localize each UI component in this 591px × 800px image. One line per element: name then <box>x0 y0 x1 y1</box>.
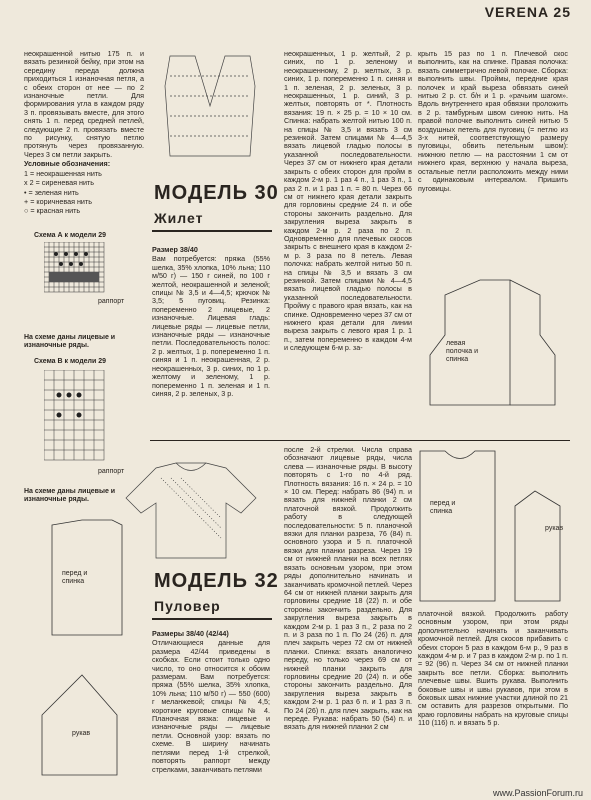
schematic-label-4: рукав <box>545 525 564 532</box>
scheme-b-grid <box>44 370 124 466</box>
model-30-col4: крыть 15 раз по 1 п. Плечевой скос выполнить, как на спинке. Правая полочка: вязать симметрично левой полочке. Сборка: выполнить швы. Проймы, передние края полочек и край выреза обвязать синей нитью 2 р. ст. б/н и 1 р. «рачьим шагом». Вдоль внутреннего края обвязки проложить в 2 р. тамбурным швом синюю нить. На правой полочке выполнить синей нитью 5 воздушных петель для пуговиц (= петлю из 3-х нитей, соответствующую размеру пуговицы, обвить петельным швом): нижнюю петлю — на расстоянии 1 см от нижнего края, верхнюю у начала выреза, остальные петли расположить между ними с одинаковым интервалом. Пришить пуговицы. <box>418 49 568 193</box>
model-32-col3: платочной вязкой. Продолжить работу основным узором, при этом ряды дополнительно начинать и заканчивать кромочной петлей. Для скосов прибавить с обеих сторон 5 раз в каждом 6-м р., 9 раз в каждом 4-м р. и 7 раз в каждом 2-м р. по 1 п. = 92 (96) п. Через 34 см от нижней планки закрыть все петли. Сборка: выполнить плечевые швы. Вшить рукава. Выполнить боковые швы и швы рукавов, при этом в боковых швах нижние участки длиной по 21 см оставить для разрезов открытыми. По краю горловины набрать на круговые спицы 110 (116) п. и вязать 5 р. <box>418 609 568 728</box>
pullover-schematic-left <box>22 515 147 785</box>
model-30-col3: неокрашенных, 1 р. желтый, 2 р. синих, по 1 р. зеленому и неокрашенному, 2 р. желтых, 3 р. синих, 1 р. попеременно 1 п. синяя и 1 п. зеленая, 2 р. зеленых, 3 р. неокрашенных, 1 р. синий, 3 р. желтых, повторять от *. Плотность вязания: 19 п. × 25 р. = 10 × 10 см. Спинка: набрать желтой нитью 100 п. на спицы № 3,5 и вязать 3 см резинкой. Затем спицами № 4—4,5 вязать лицевой гладью полосы в указанной последовательности. Через 37 см от нижнего края детали закрыть с обеих сторон для пройм в каждом 2-м р. 1 раз 4 п., 1 раз 3 п., 1 раз 2 п. и 1 раз 1 п. = 80 п. Через 66 см от нижнего края детали закрыть для горловины средние 24 п. и обе стороны закончить раздельно. Для закругления выреза закрыть в каждом 2-м р. 2 раза по 2 п. Одновременно для плечевых скосов закрыть с внешнего края в каждом 2-м р. 3 раза по 8 петель. Левая полочка: набрать желтой нитью 50 п. на спицы № 3,5 и вязать 3 см резинкой. Затем спицами № 4—4,5 вязать лицевой гладью полосы в указанной последовательности. Пройму с правого края вязать, как на спинке. Одновременно через 37 см от нижнего края детали для линии выреза закрыть с левого края 1 р. 1 п., затем попеременно в каждом 4-м и следующем 6-м р. за- <box>284 49 412 353</box>
model-32-col2: после 2-й стрелки. Числа справа обозначают лицевые ряды, числа слева — изнаночные ряды. В высоту повторять с 1-го по 4-й ряд. Плотность вязания: 16 п. × 24 р. = 10 × 10 см. Перед: набрать 86 (94) п. и вязать для нижней планки 2 см платочной вязкой. Продолжить работу в следующей последовательности: 5 п. планочной вязки для планки разреза, 76 (84) п. основного узора и 5 п. платочной вязки для планки разреза. Через 19 см от нижней планки на всех петлях вязать основным узором, при этом ряды дополнительно начинать и заканчивать кромочной петлей. Через 64 см от нижней планки закрыть для горловины средние 18 (22) п. и обе стороны закончить раздельно. Для закругления выреза закрыть в каждом 2-м р. 1 раз 3 п., 2 раза по 2 п. и 3 раза по 1 п. По 24 (26) п. для плеч закрыть через 72 см от нижней планки. Спинка: вязать аналогично переду, но только через 69 см от нижней планки закрыть для горловины средние 20 (24) п. и обе стороны закончить раздельно. Для закругления выреза закрыть в каждом 2-м р. 1 раз 6 п. и 1 раз 3 п. По 24 (26) п. для плеч закрыть, как на переде. Рукава: набрать 50 (54) п. и вязать для нижней планки 2 см <box>284 445 412 732</box>
intro-text: неокрашенной нитью 175 п. и вязать резинкой бейку, при этом на середину переда должна приходиться 1 изнаночная петля, а с обеих сторон от нее — по 2 изнаночные петли. Для формирования угла в каждом ряду 3 п. провязывать вместе, для этого снять 1 п. перед средней петлей, следующие 2 п. провязать вместе по рисунку, снятую петлю протянуть через провязанную. Через 3 см петли закрыть. Условные обозначения: 1 = неокрашенная нить x 2 = сиреневая нить • = зеленая нить + = коричневая нить ○ = красная нить <box>24 49 144 216</box>
model-32-text: Размеры 38/40 (42/44) Отличающиеся данные для размера 42/44 приведены в скобках. Если стоит только одно число, то оно относится к обоим размерам. Вам потребуется: пряжа (55% шелка, 35% хлопка, 10% льна; 110 м/50 г) — 550 (600) г меланжевой; спицы № 4,5; короткие круговые спицы № 4. Планочная вязка: лицевые и изнаночные ряды — лицевые петли. Основной узор: вязать по схеме. В ширину начинать петлями перед 1-й стрелкой, повторять раппорт между стрелками, заканчивать петлями <box>152 629 270 774</box>
model-30-text: Размер 38/40 Вам потребуется: пряжа (55% шелка, 35% хлопка, 10% льна; 110 м/50 г) — 150 г синей, по 100 г желтой, неокрашенной и зеленой; спицы № 3,5 и 4—4,5; крючок № 3,5; 5 пуговиц. Резинка: попеременно 2 лицевые, 2 изнаночные. Лицевая гладь: лицевые ряды — лицевые петли, изнаночные ряды — изнаночные петли. Последовательность полос: 2 р. желтых, 1 р. попеременно 1 п. синяя и 1 п. неокрашенная, 2 р. неокрашенных, 3 р. синих, по 1 р. желтому и зеленому, 1 р. попеременно 1 п. зеленая и 1 п. синяя, 2 р. зеленых, 3 р. <box>152 245 270 398</box>
schematic-label-2: рукав <box>72 730 91 737</box>
vest-schematic-label: левая полочка и спинка <box>446 340 479 363</box>
model-32-name: Пуловер <box>154 598 221 614</box>
divider-32 <box>152 618 272 620</box>
divider <box>152 230 272 232</box>
section-divider <box>150 440 570 441</box>
model-32-title: МОДЕЛЬ 32 <box>154 570 279 592</box>
forum-watermark: www.PassionForum.ru <box>492 788 583 798</box>
magazine-title: VERENA 25 <box>484 4 571 20</box>
scheme-a-title: Схема А к модели 29 <box>34 232 107 239</box>
note-b: На схеме даны лицевые и изнаночные ряды. <box>24 488 116 503</box>
rapport-a: раппорт <box>98 298 125 305</box>
page-header <box>0 0 591 22</box>
schematic-label-3: перед и спинка <box>430 500 456 515</box>
model-30-name: Жилет <box>154 210 204 226</box>
vest-schematic <box>410 275 575 420</box>
note-a: На схеме даны лицевые и изнаночные ряды. <box>24 334 116 349</box>
vest-sketch <box>150 46 270 166</box>
schematic-label-1: перед и спинка <box>62 570 88 585</box>
model-30-title: МОДЕЛЬ 30 <box>154 182 279 204</box>
scheme-a-grid <box>44 242 124 298</box>
rapport-b: раппорт <box>98 468 125 475</box>
scheme-b-title: Схема В к модели 29 <box>34 358 107 365</box>
